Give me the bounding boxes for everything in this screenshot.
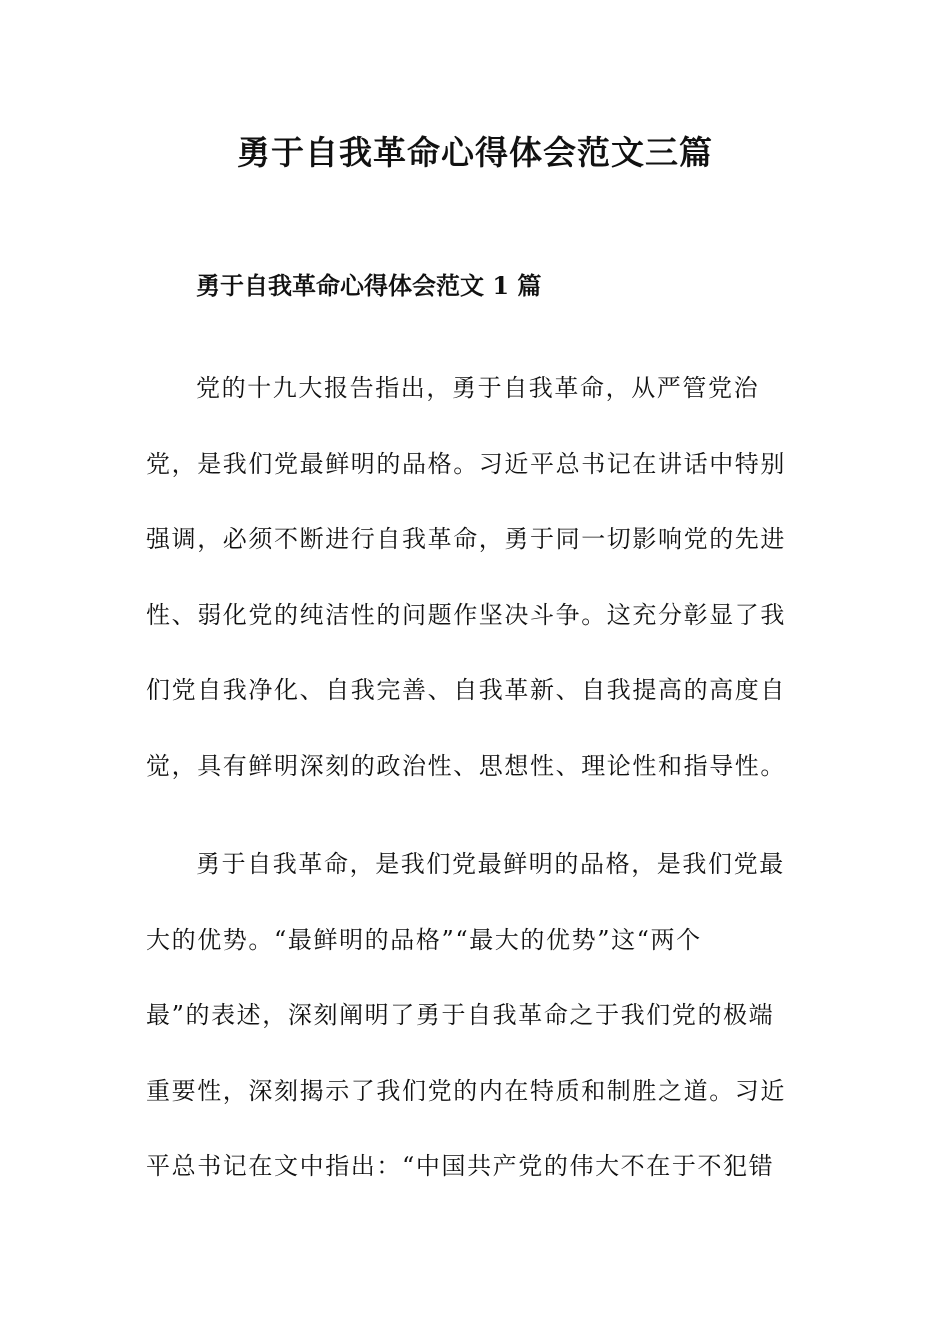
paragraph-line: 们党自我净化、自我完善、自我革新、自我提高的高度自 bbox=[146, 676, 786, 704]
paragraph-line: 最”的表述，深刻阐明了勇于自我革命之于我们党的极端 bbox=[146, 1001, 775, 1029]
paragraph-line: 性、弱化党的纯洁性的问题作坚决斗争。这充分彰显了我 bbox=[146, 600, 786, 629]
paragraph-line: 勇于自我革命，是我们党最鲜明的品格，是我们党最 bbox=[196, 850, 785, 878]
paragraph-line: 平总书记在文中指出：“中国共产党的伟大不在于不犯错 bbox=[146, 1152, 775, 1180]
paragraph-line: 党，是我们党最鲜明的品格。习近平总书记在讲话中特别 bbox=[146, 449, 786, 478]
paragraph-line: 重要性，深刻揭示了我们党的内在特质和制胜之道。习近 bbox=[146, 1076, 786, 1105]
section-heading: 勇于自我革命心得体会范文 1 篇 bbox=[196, 271, 542, 300]
paragraph-line: 强调，必须不断进行自我革命，勇于同一切影响党的先进 bbox=[146, 525, 786, 553]
paragraph bbox=[146, 368, 786, 821]
paragraph-line: 觉，具有鲜明深刻的政治性、思想性、理论性和指导性。 bbox=[146, 751, 786, 780]
paragraph bbox=[146, 844, 786, 1222]
paragraph-line: 大的优势。“最鲜明的品格”“最大的优势”这“两个 bbox=[146, 925, 702, 954]
document-title: 勇于自我革命心得体会范文三篇 bbox=[237, 133, 713, 172]
paragraph-line: 党的十九大报告指出，勇于自我革命，从严管党治 bbox=[196, 374, 760, 402]
